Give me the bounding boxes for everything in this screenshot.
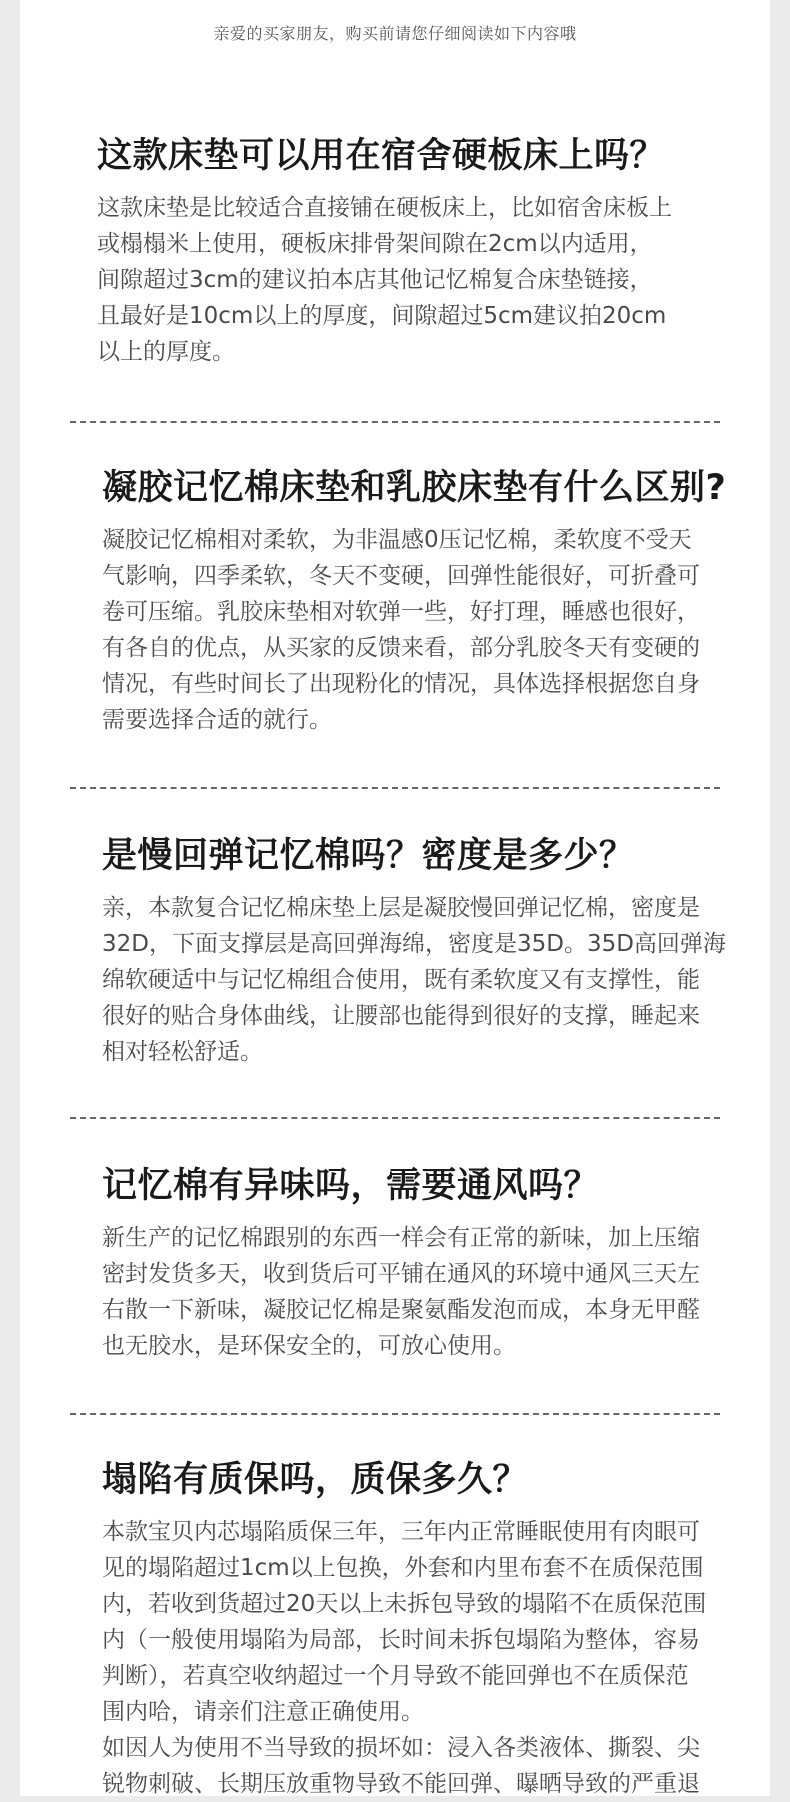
faq-item [20,834,770,1070]
faq-answer: 本款宝贝内芯塌陷质保三年，三年内正常睡眠使用有肉眼可 见的塌陷超过1cm以上包换，外套和内里布套不在质保范围 内，若收到货超过20天以上未拆包导致的塌陷不在质保范围 内（一般使用塌陷为局部，长时间未拆包塌陷为整体，容易 判断），若真空收纳超过一个月导致不能回弹也不在质保范 围内哈，请亲们注意正确使用。 如因人为使用不当导致的损坏如：浸入各类液体、撕裂、尖 锐物刺破、长期压放重物导致不能回弹、曝晒导致的严重退 [102,1519,707,1797]
faq-answer: 凝胶记忆棉相对柔软，为非温感0压记忆棉，柔软度不受天 气影响，四季柔软，冬天不变硬，回弹性能很好，可折叠可 卷可压缩。乳胶床垫相对软弹一些，好打理，睡感也很好， 有各自的优点，从买家的反馈来看，部分乳胶冬天有变硬的 情况，有些时间长了出现粉化的情况，具体选择根据您自身 需要选择合适的就行。 [102,527,700,733]
faq-answer: 这款床垫是比较适合直接铺在硬板床上，比如宿舍床板上 或榻榻米上使用，硬板床排骨架间隙在2cm以内适用， 间隙超过3cm的建议拍本店其他记忆棉复合床垫链接， 且最好是10cm以上的厚度，间隙超过5cm建议拍20cm 以上的厚度。 [97,195,672,365]
faq-item [20,134,770,370]
faq-item [20,1458,770,1802]
dashed-divider [70,787,720,789]
faq-question: 记忆棉有异味吗，需要通风吗？ [102,1166,600,1206]
dashed-divider [70,1413,720,1415]
faq-item [20,1164,770,1364]
faq-answer: 新生产的记忆棉跟别的东西一样会有正常的新味，加上压缩 密封发货多天，收到货后可平铺在通风的环境中通风三天左 右散一下新味，凝胶记忆棉是聚氨酯发泡而成，本身无甲醛 也无胶水，是环保安全的，可放心使用。 [102,1225,700,1359]
intro-notice: 亲爱的买家朋友，购买前请您仔细阅读如下内容哦 [213,24,577,43]
faq-question: 是慢回弹记忆棉吗？密度是多少？ [102,836,635,876]
faq-question: 凝胶记忆棉床垫和乳胶床垫有什么区别? [102,468,727,508]
faq-question: 塌陷有质保吗，质保多久？ [102,1460,529,1500]
dashed-divider [70,1117,720,1119]
content-card [20,0,770,1796]
faq-question: 这款床垫可以用在宿舍硬板床上吗？ [97,136,666,176]
faq-item [20,466,770,738]
dashed-divider [70,421,720,423]
faq-answer: 亲，本款复合记忆棉床垫上层是凝胶慢回弹记忆棉，密度是 32D，下面支撑层是高回弹海绵，密度是35D。35D高回弹海 绵软硬适中与记忆棉组合使用，既有柔软度又有支撑性，能 很好的贴合身体曲线，让腰部也能得到很好的支撑，睡起来 相对轻松舒适。 [102,895,726,1065]
